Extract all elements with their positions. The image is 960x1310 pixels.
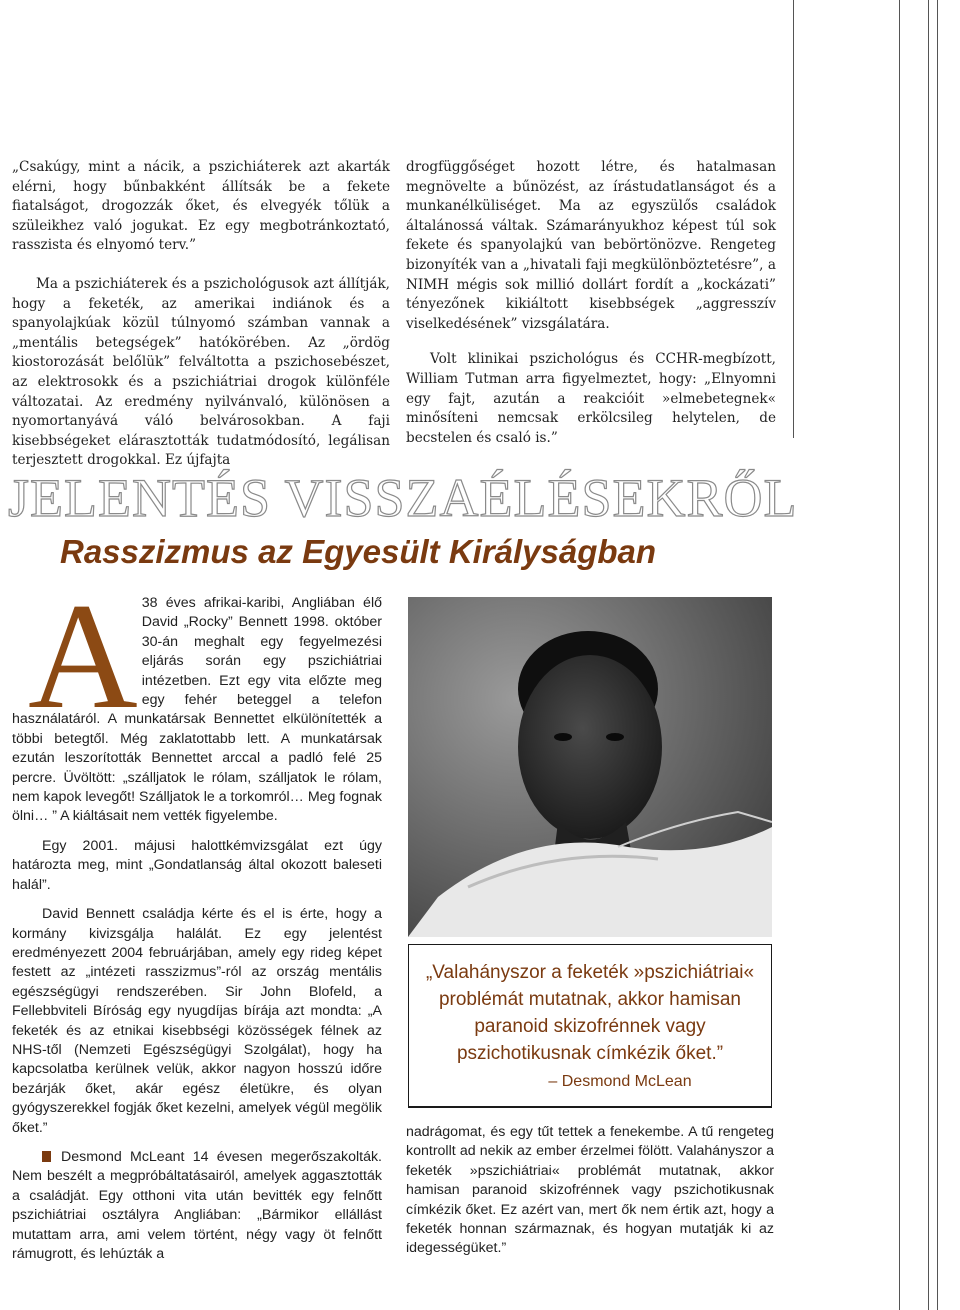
right-margin-rule-2 <box>899 0 900 1310</box>
top-right-paragraph: Volt klinikai pszichológus és CCHR-megbízott, William Tutman arra figyelmeztet, hogy: „Elnyomni egy fajt, azután a reakcióit »elmebetegnek« minősíteni nemcsak erkölcsileg helytelen, de becstelen és csaló is.” <box>406 351 776 446</box>
top-left-column <box>12 158 390 471</box>
drop-cap: A <box>28 572 138 740</box>
bottom-right-column <box>406 1123 774 1259</box>
story-first-paragraph <box>12 572 382 827</box>
top-right-column <box>406 158 776 448</box>
right-margin-rule-3 <box>928 0 929 1310</box>
bottom-right-paragraph: nadrágomat, és egy tűt tettek a fenekembe. A tű rengeteg kontrollt ad nekik az ember érzelmei fölött. Valahányszor a feketék »pszichiátriai« problémát mutatnak, akkor hamisan paranoid skizofrénnek vagy pszichotikusnak címkézik őket. Ez azért van, mert ők nem értik azt, hogy a feketék honnan származnak, és hogyan mutatják ki az idegességüket.” <box>406 1124 774 1257</box>
section-subtitle: Rasszizmus az Egyesült Királyságban <box>60 533 657 570</box>
portrait-photo <box>408 597 772 937</box>
story-paragraph: Egy 2001. májusi halottkémvizsgálat ezt úgy határozta meg, mint „Gondatlanság által okozott baleseti halál”. <box>12 837 382 893</box>
story-first-paragraph-text: 38 éves afrikai-karibi, Angliában élő David „Rocky” Bennett 1998. október 30-án meghalt egy fegyelmezési eljárás során egy pszichiátriai intézetben. Ezt egy vita előzte meg egy fehér beteggel a telefon használatáról. A munkatársak Bennettet elkülönítették a többi betegtől. Még zaklatottabb lett. A munkatársak ezután leszorították Bennettet arccal a padló felé 25 percre. Üvöltött: „szálljatok le rólam, szálljatok le rólam, nem kapok levegőt! Szálljatok le a torkomról… Meg fognak ölni… ” A kiáltásait nem vették figyelembe. <box>12 595 382 825</box>
right-margin-rule-4 <box>937 0 938 1310</box>
square-bullet-icon <box>42 1151 51 1162</box>
right-margin-rule-1 <box>793 0 794 438</box>
pull-quote-author: – Desmond McLean <box>548 1073 692 1090</box>
top-left-paragraph: Ma a pszichiáterek és a pszichológusok azt állítják, hogy a feketék, az amerikai indiánok és a spanyolajkúak közül túlnyomó számban vannak a „mentális betegségek” hatókörében. Az „ördög kiostorozását belőlük” felváltotta a pszichosebészet, az elektrosokk és a pszichiátriai drogok különféle változatai. Az eredmény nyilvánvaló, különösen a nyomortanyává váló belvárosokban. A faji kisebbségeket elárasztották tudatmódosító, legálisan terjesztett drogokkal. Ez újfajta <box>12 275 390 469</box>
section-title: JELENTÉS VISSZAÉLÉSEKRŐL <box>8 468 798 528</box>
top-left-paragraph: „Csakúgy, mint a nácik, a pszichiáterek azt akarták elérni, hogy bűnbakként állítsák be a fekete fiatalságot, drogozzák őket, és elvegyék tőlük a szüleikhez való jogukat. Ez egy megbotránkoztató, rasszista és elnyomó terv.” <box>12 159 390 254</box>
pull-quote-text: „Valahányszor a feketék »pszichiátriai« problémát mutatnak, akkor hamisan paranoid skizofrénnek vagy pszichotikusnak címkézik őket.” <box>425 962 755 1064</box>
story-column <box>12 572 382 1274</box>
top-right-paragraph: drogfüggőséget hozott létre, és hatalmasan megnövelte a bűnözést, az írástudatlanságot és a munkanélküliséget. Ma az egyszülős családok általánossá váltak. Számarányukhoz képest túl sok fekete és spanyolajkú van bebörtönözve. Rengeteg bizonyíték van a „hivatali faji megkülönböztetésre”, a NIMH mégis sok millió dollárt fordít a „kockázati” tényezőnek kikiáltott kisebbségek „aggresszív viselkedésének” vizsgálatára. <box>406 159 776 332</box>
story-bullet-paragraph <box>12 1148 382 1264</box>
pull-quote <box>408 944 772 1108</box>
story-bullet-text: Desmond McLeant 14 évesen megerőszakolták. Nem beszélt a megpróbáltatásairól, amelyek aggasztották a családját. Egy otthoni vita után bevitték egy felnőtt pszichiátriai osztályra Angliában: „Bármikor ellállást mutattam arra, ami velem történt, négy vagy öt felnőtt rámugrott, és lehúzták a <box>12 1148 382 1262</box>
story-paragraph: David Bennett családja kérte és el is érte, hogy a kormány kivizsgálja halálát. Ez egy jelentést eredményezett 2004 februárjában, amely egy rideg képet festett az „intézeti rasszizmus”-ról az ország mentális egészségügyi rendszerében. Sir John Blofeld, a Fellebbviteli Bíróság egy nyugdíjas bírája azt mondta: „A feketék és az etnikai kisebbségi közösségek félnek az NHS-től (Nemzeti Egészségügyi Szolgálat), hogy ha kapcsolatba kerülnek velük, akkor nagyon hosszú időre bezárják őket, akár egész életükre, és olyan gyógyszerekkel fogják őket kezelni, amelyek végül megölik őket.” <box>12 906 382 1136</box>
portrait-photo-graphic <box>408 597 772 937</box>
